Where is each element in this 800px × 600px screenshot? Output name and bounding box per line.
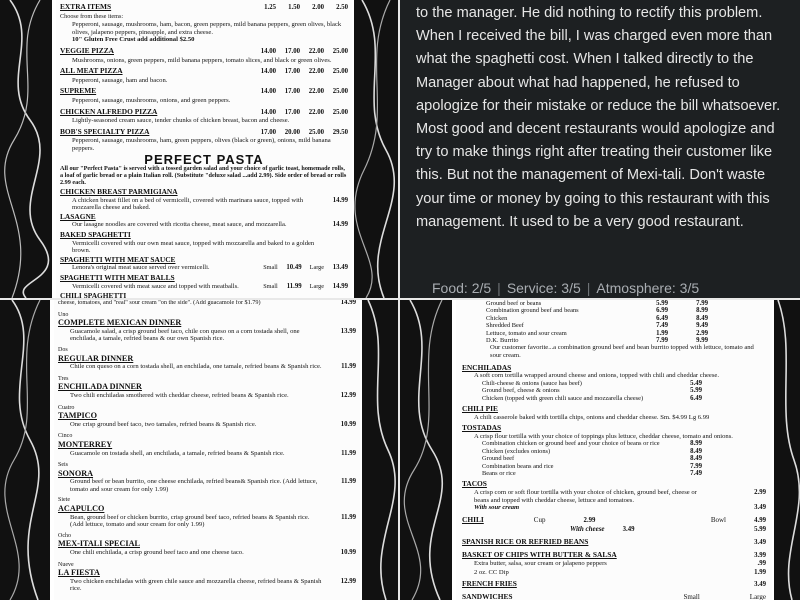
menu-item: [60, 47, 348, 64]
item-name: CHILI SPAGHETTI: [60, 291, 127, 298]
size-label: Small: [263, 264, 278, 272]
dinner-number: Siete: [58, 497, 70, 504]
option-row: [462, 380, 766, 387]
price: 22.00: [308, 88, 324, 96]
price: 6.99: [656, 307, 668, 315]
menu-photo-sides: [400, 300, 800, 600]
dinner-number: Seis: [58, 462, 69, 469]
item-name: CHILI PIE: [462, 404, 498, 414]
menu-item: [60, 108, 348, 125]
option-row: [462, 440, 766, 447]
pizza-list: [60, 47, 348, 153]
menu-item-enchiladas: [462, 364, 766, 402]
item-description: Bean, ground beef or chicken burrito, crisp ground beef taco, refried beans & Spanish rice. (Add lettuce, tomato and sour cream for only 1.99): [70, 513, 310, 529]
item-name: SPAGHETTI WITH MEAT SAUCE: [60, 254, 176, 264]
burrito-row: [486, 322, 766, 329]
rating-label: Food:: [432, 280, 468, 296]
item-name: CHILI: [462, 514, 484, 524]
rating-value: 3/5: [679, 280, 700, 296]
rating-service: [507, 280, 581, 296]
menu-item-spanish-rice: [462, 538, 766, 548]
option-row: [462, 395, 766, 402]
row-label: D.K. Burrito: [486, 337, 519, 345]
item-name: CHICKEN BREAST PARMIGIANA: [60, 187, 178, 197]
price: 22.00: [308, 108, 324, 116]
item-row: [60, 221, 348, 230]
item-description: Chile con queso on a corn tostada shell, an enchilada, one tamale, refried beans & Spanish rice.: [70, 363, 322, 371]
burrito-row: [486, 307, 766, 314]
price: 14.00: [260, 108, 276, 116]
item-description: One chili enchilada, a crisp ground beef taco and one cheese taco.: [70, 549, 244, 557]
item-name: MONTERREY: [58, 439, 113, 449]
item-name: VEGGIE PIZZA: [60, 45, 115, 55]
item-name: EXTRA ITEMS: [60, 2, 112, 11]
menu-item: [58, 532, 356, 558]
item-name: SUPREME: [60, 86, 97, 96]
decorative-border-right: [774, 300, 800, 600]
price: 2.00: [312, 4, 324, 11]
item-row: [60, 108, 348, 118]
price: 14.99: [332, 221, 348, 229]
cut-off-text: cheese, tomatoes, and "real" sour cream "on the side". (Add guacamole for $1.79): [58, 300, 261, 306]
item-row: [60, 197, 348, 212]
item-row: [60, 264, 348, 273]
section-title: PERFECT PASTA: [144, 151, 264, 167]
item-description: Guacamole salad, a crisp ground beef taco, chile con queso on a corn tostada shell, one enchilada, a tamale, refried beans & our own Spanish rice.: [70, 327, 300, 343]
dinner-number: Cuatro: [58, 404, 75, 411]
decorative-border-right: [362, 300, 398, 600]
price: 8.49: [696, 314, 708, 322]
review-body: to the manager. He did nothing to rectify this problem. When I received the bill, I was charged even more than what the spaghetti cost. When I talked directly to the Manager about what had happened, he refused to apologize for their mistake or reduce the bill whatsoever. Most good and decent restaurants would apologize and try to make things right after treating their customer like this. But not the management of Mexi-tali. Don't waste your time or money by going to this restaurant with this management. It used to be a very good restaurant.: [416, 5, 781, 230]
item-row: [58, 421, 356, 430]
price: 2.99: [583, 516, 596, 524]
menu-item: [58, 346, 356, 372]
row-label: Combination ground beef and beans: [486, 307, 579, 315]
dinner-number: Tres: [58, 375, 69, 382]
price: 14.00: [260, 68, 276, 76]
item-name: ENCHILADAS: [462, 362, 512, 372]
size-label: Small: [263, 282, 278, 290]
price: 3.49: [754, 539, 766, 546]
price: 8.99: [696, 307, 708, 315]
price: 14.99: [332, 196, 348, 204]
menu-item-basket: [462, 551, 766, 578]
review-panel: [400, 0, 800, 298]
ratings-row: [432, 280, 699, 296]
menu-item: [60, 256, 348, 273]
separator: |: [497, 280, 501, 296]
item-description: Vermicelli covered with our own meat sauce, topped with mozzarella and baked to a golden brown.: [72, 239, 315, 255]
row-label: Shredded Beef: [486, 322, 524, 330]
price: 13.49: [332, 264, 348, 272]
item-description: Pepperoni, sausage, mushrooms, onions, and green peppers.: [72, 96, 231, 104]
menu-item: [60, 188, 348, 212]
price: 11.99: [341, 513, 356, 521]
rating-value: 2/5: [471, 280, 492, 296]
menu-item: [58, 432, 356, 458]
review-text: [416, 2, 788, 234]
item-name: SPAGHETTI WITH MEAT BALLS: [60, 273, 175, 283]
collage-divider-vertical: [398, 0, 400, 600]
item-row: [60, 240, 348, 255]
row-label: Combination chicken or ground beef and your choice of beans or rice: [482, 440, 660, 448]
item-description: Pepperoni, sausage, mushrooms, ham, green peppers, olives (black or green), onions, mild banana peppers.: [72, 137, 331, 152]
price: 17.00: [284, 108, 300, 116]
burrito-row: [486, 330, 766, 337]
price: 14.00: [260, 88, 276, 96]
menu-item: [60, 67, 348, 84]
row-label: Chicken (excludes onions): [482, 447, 551, 455]
item-note: 10" Gluten Free Crust add additional $2.50: [72, 36, 195, 44]
rating-food: [432, 280, 491, 296]
item-name: SPANISH RICE OR REFRIED BEANS: [462, 537, 589, 546]
price: 29.50: [332, 128, 348, 136]
menu-item: [58, 375, 356, 401]
item-description: Our customer favorite...a combination ground beef and bean burrito topped with lettuce, tomato and sour cream.: [490, 344, 754, 360]
price: 12.99: [340, 577, 356, 585]
price: 22.00: [308, 68, 324, 76]
menu-item: [58, 311, 356, 343]
price: 8.49: [690, 447, 702, 455]
price: 25.00: [332, 68, 348, 76]
price: 8.49: [690, 455, 702, 463]
decorative-border-right: [354, 0, 398, 298]
menu-item-sandwiches: [462, 593, 766, 600]
price: 12.99: [340, 391, 356, 399]
item-name: LASAGNE: [60, 211, 96, 221]
item-row: [58, 392, 356, 401]
menu-page: [56, 0, 352, 298]
item-description: Extra butter, salsa, sour cream or jalapeno peppers: [474, 560, 607, 568]
price: 7.99: [690, 462, 702, 470]
item-name: COMPLETE MEXICAN DINNER: [58, 318, 182, 328]
price: 11.99: [341, 478, 356, 486]
row-label: Chicken (topped with green chili sauce and mozzarella cheese): [482, 394, 644, 402]
price: 22.00: [308, 47, 324, 55]
menu-item: [60, 128, 348, 153]
price: 7.99: [696, 300, 708, 307]
price: 6.49: [690, 394, 702, 402]
price: 10.99: [340, 549, 356, 557]
decorative-border-left: [0, 0, 52, 298]
row-label: Ground beef or beans: [486, 300, 542, 307]
price: 17.00: [284, 68, 300, 76]
price: 9.49: [696, 322, 708, 330]
price: 5.99: [754, 526, 766, 534]
price: 5.99: [656, 300, 668, 307]
item-name: TAMPICO: [58, 411, 97, 421]
price: .99: [757, 560, 766, 568]
price: 1.99: [754, 568, 766, 576]
size-label: Small: [683, 592, 700, 600]
item-row: [60, 128, 348, 138]
item-description: Mushrooms, onions, green peppers, mild banana peppers, tomato slices, and black or green olives.: [72, 56, 332, 64]
rating-value: 3/5: [561, 280, 581, 296]
item-description: Pepperoni, sausage, mushrooms, ham, bacon, green peppers, mild banana peppers, green olives, black olives, jalapeno peppers, pineapple, and extra cheese.: [72, 21, 342, 36]
price: 7.49: [690, 470, 702, 478]
price: 3.49: [754, 581, 766, 589]
item-name: ALL MEAT PIZZA: [60, 66, 123, 76]
size-label: Large: [309, 282, 324, 290]
price: 14.99: [332, 282, 348, 290]
burrito-row: [486, 315, 766, 322]
price: 3.49: [622, 526, 635, 534]
price: 20.00: [284, 128, 300, 136]
menu-item: [60, 213, 348, 230]
item-row: [60, 47, 348, 57]
option-row: [462, 455, 766, 462]
dinner-number: Nueve: [58, 561, 74, 568]
item-description: Our lasagne noodles are covered with ricotta cheese, meat sauce, and mozzarella.: [72, 221, 287, 229]
price: 25.00: [332, 47, 348, 55]
item-name: REGULAR DINNER: [58, 353, 134, 363]
pasta-list: [60, 188, 348, 298]
menu-photo-mexican-dinners: [0, 300, 398, 600]
price: 13.99: [340, 327, 356, 335]
rating-atmosphere: [596, 280, 699, 296]
price: 8.99: [690, 440, 702, 448]
menu-item-chili-pie: [462, 405, 766, 421]
section-intro: All our "Perfect Pasta" is served with a tossed garden salad and your choice of garlic toast, homemade rolls, a loaf of garlic bread or a plain Italian roll. (Substitute "deluxe salad ...add 2.99). Side order of bread or rolls 2.99 each.: [60, 165, 347, 187]
price: 2.99: [754, 489, 766, 497]
item-row: [58, 478, 356, 493]
dinner-number: Ocho: [58, 532, 71, 539]
price: 11.99: [341, 449, 356, 457]
rating-label: Atmosphere:: [596, 280, 676, 296]
item-name: SANDWICHES: [462, 591, 513, 600]
item-row: [60, 283, 348, 292]
menu-page: [456, 300, 772, 600]
item-description: A chili casserole baked with tortilla chips, onions and cheddar cheese. Sm. $4.99 Lg 6.99: [474, 413, 710, 421]
menu-item: [60, 87, 348, 104]
dinner-number: Uno: [58, 311, 69, 318]
item-description: A soft corn tortilla wrapped around cheese and onions, topped with chili and cheddar cheese.: [474, 372, 719, 380]
row-label: Ground beef: [482, 455, 515, 463]
item-row: [58, 450, 356, 459]
item-name: SONORA: [58, 468, 94, 478]
price: 10.49: [286, 264, 302, 272]
menu-item-tostadas: [462, 424, 766, 477]
menu-item: [58, 561, 356, 593]
price: 9.99: [696, 337, 708, 345]
item-name: TOSTADAS: [462, 423, 502, 433]
item-name: FRENCH FRIES: [462, 579, 517, 589]
rating-label: Service:: [506, 280, 558, 296]
option-row: [462, 470, 766, 477]
dinner-number: Cinco: [58, 433, 73, 440]
price: 11.99: [286, 282, 302, 290]
menu-item-fries: [462, 580, 766, 590]
menu-item: [60, 231, 348, 255]
item-name: BASKET OF CHIPS WITH BUTTER & SALSA: [462, 549, 617, 559]
burrito-row: [486, 337, 766, 344]
item-description: One crisp ground beef taco, two tamales, refried beans & Spanish rice.: [70, 420, 257, 428]
row-label: Chicken: [486, 314, 508, 322]
menu-item: [58, 496, 356, 528]
item-description: Vermicelli covered with meat sauce and topped with meatballs.: [72, 282, 239, 290]
burrito-rows: [462, 300, 766, 344]
item-description: A crisp flour tortilla with your choice of toppings plus lettuce, cheddar cheese, tomato and onions.: [474, 432, 733, 440]
option-row: [462, 448, 766, 455]
price: 25.00: [332, 88, 348, 96]
item-row: [58, 328, 356, 343]
size-label: Cup: [533, 515, 546, 524]
dinner-list: [58, 311, 356, 593]
item-description: Lenora's original meat sauce served over vermicelli.: [72, 264, 210, 272]
price: 10.99: [340, 420, 356, 428]
price: 17.00: [284, 47, 300, 55]
size-label: Large: [309, 264, 324, 272]
menu-item: [58, 404, 356, 430]
item-row: [58, 514, 356, 529]
price: 6.49: [656, 314, 668, 322]
price: 2.99: [696, 329, 708, 337]
decorative-border-left: [0, 300, 50, 600]
menu-photo-pizza-pasta: [0, 0, 398, 298]
item-option: With cheese: [570, 525, 605, 534]
item-name: LA FIESTA: [58, 568, 100, 578]
menu-item: [60, 3, 348, 44]
price: 7.49: [656, 322, 668, 330]
decorative-border-left: [400, 300, 452, 600]
item-description: A crisp corn or soft flour tortilla with your choice of chicken, ground beef, cheese or beans and topped with cheddar cheese, lettuce and tomatoes.: [474, 489, 697, 504]
row-label: Ground beef, cheese & onions: [482, 387, 560, 395]
option-row: [462, 387, 766, 394]
price: 1.50: [288, 4, 300, 11]
item-description: Pepperoni, sausage, ham and bacon.: [72, 76, 168, 84]
row-label: Chili-cheese & onions (sauce has beef): [482, 379, 582, 387]
size-label: Large: [749, 592, 766, 600]
menu-page: [54, 300, 360, 600]
price: 17.00: [284, 88, 300, 96]
item-name: BOB'S SPECIALTY PIZZA: [60, 126, 150, 136]
item-description: Ground beef or bean burrito, one cheese enchilada, refried beans& Spanish rice. (Add lettuce, tomato and sour cream for only 1.99): [70, 478, 318, 493]
item-description: Two chicken enchiladas with green chile sauce and mozzarella cheese, refried beans & Spanish rice.: [70, 577, 322, 593]
collage-divider-horizontal: [0, 298, 800, 300]
item-name: CHICKEN ALFREDO PIZZA: [60, 106, 158, 116]
item-option: With sour cream: [474, 504, 520, 512]
separator: |: [586, 280, 591, 296]
size-label: Bowl: [710, 515, 726, 524]
price: 25.00: [332, 108, 348, 116]
price: 25.00: [308, 128, 324, 136]
menu-item: [58, 461, 356, 493]
item-row: [60, 87, 348, 97]
item-name: BAKED SPAGHETTI: [60, 230, 131, 240]
item-description: A chicken breast fillet on a bed of vermicelli, covered with marinara sauce, topped with mozzarella cheese and baked.: [72, 196, 304, 212]
item-name: MEX-ITALI SPECIAL: [58, 539, 140, 549]
price: 7.99: [656, 337, 668, 345]
item-row: [60, 67, 348, 77]
burrito-row: [486, 300, 766, 307]
menu-item-tacos: [462, 480, 766, 512]
item-subtitle: Choose from these items:: [60, 12, 124, 20]
row-label: Beans or rice: [482, 470, 516, 478]
price: 1.25: [264, 4, 276, 11]
option-row: [462, 463, 766, 470]
price: 14.00: [260, 47, 276, 55]
price: 5.99: [690, 387, 702, 395]
price: 11.99: [341, 363, 356, 371]
price: 2.50: [336, 4, 348, 11]
row-label: Combination beans and rice: [482, 462, 554, 470]
price: 3.49: [754, 504, 766, 512]
price: 4.99: [754, 516, 766, 524]
item-row: [58, 578, 356, 593]
item-name: ACAPULCO: [58, 504, 105, 514]
menu-item: [60, 274, 348, 291]
price: 17.00: [260, 128, 276, 136]
item-description: Lightly-seasoned cream sauce, tender chunks of chicken breast, bacon and cheese.: [72, 117, 290, 125]
item-description: Two chili enchiladas smothered with cheddar cheese, refried beans & Spanish rice.: [70, 391, 289, 399]
price: 1.99: [656, 329, 668, 337]
item-description: Guacamole on tostada shell, an enchilada, a tamale, refried beans & Spanish rice.: [70, 449, 285, 457]
price: 5.49: [690, 379, 702, 387]
item-row: [58, 549, 356, 558]
item-name: ENCHILADA DINNER: [58, 382, 142, 392]
item-row: [58, 363, 356, 372]
row-label: Lettuce, tomato and sour cream: [486, 329, 567, 337]
price: 3.99: [754, 551, 766, 559]
price: 14.99: [340, 300, 356, 306]
item-description: 2 oz. CC Dip: [474, 568, 509, 576]
dinner-number: Dos: [58, 346, 68, 353]
item-name: TACOS: [462, 479, 487, 489]
menu-item-chili: [462, 516, 766, 535]
